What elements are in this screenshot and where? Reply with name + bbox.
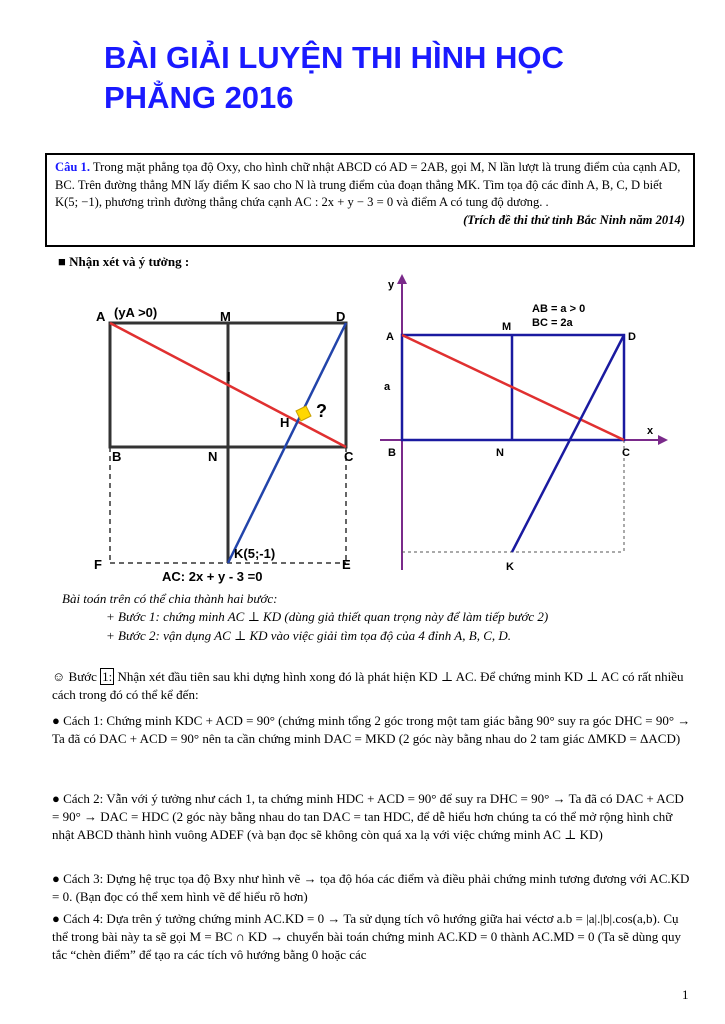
label-F: F: [94, 557, 102, 572]
label-yA: (yA >0): [114, 305, 158, 320]
step1-number: 1:: [102, 669, 113, 684]
page-number: 1: [682, 987, 689, 1002]
steps-step2: + Bước 2: vận dụng AC ⊥ KD vào việc giải tìm tọa độ của 4 đỉnh A, B, C, D.: [106, 628, 511, 643]
label-y-axis: y: [388, 279, 395, 291]
label-question: ?: [316, 401, 327, 421]
step1-paragraph: [52, 668, 692, 704]
label-K: K(5;-1): [234, 546, 276, 561]
method-4: ● Cách 4: Dựa trên ý tưởng chứng minh AC.KD = 0 → Ta sử dụng tích vô hướng giữa hai véctơ a.b = |a|.|b|.cos(a,b). Cụ thể trong bài này ta sẽ gọi M = BC ∩ KD → chuyển bài toán chứng minh AC.KD = 0 thành AC.MD = 0 (Ta sẽ dùng quy tắc “chèn điểm” để tạo ra các tích vô hướng bằng 0 hoặc các: [52, 911, 681, 962]
label-bc: BC = 2a: [532, 317, 573, 329]
figure-rectangle-square: [84, 275, 374, 590]
label-M: M: [502, 321, 512, 333]
question-label: Câu 1.: [55, 160, 90, 174]
label-ac-equation: AC: 2x + y - 3 =0: [162, 569, 263, 584]
label-M: M: [220, 309, 231, 324]
method-3: ● Cách 3: Dựng hệ trục tọa độ Bxy như hình vẽ → tọa độ hóa các điểm và điều phải chứng minh tương đương với AC.KD = 0. (Bạn đọc có thể xem hình vẽ để hiểu rõ hơn): [52, 871, 690, 904]
label-A: A: [386, 331, 394, 343]
question-box: [45, 153, 695, 247]
label-K: K: [506, 561, 514, 573]
label-x-axis: x: [647, 425, 654, 437]
page-title: BÀI GIẢI LUYỆN THI HÌNH HỌC PHẲNG 2016: [104, 40, 564, 115]
label-D: D: [336, 309, 346, 324]
question-source: (Trích đề thi thử tỉnh Bắc Ninh năm 2014): [463, 212, 685, 227]
question-text: Trong mặt phẳng tọa độ Oxy, cho hình chữ nhật ABCD có AD = 2AB, gọi M, N lần lượt là trung điểm của cạnh AD, BC. Trên đường thẳng MN lấy điểm K sao cho N là trung điểm của đoạn thẳng MK. Tìm tọa độ các đỉnh A, B, C, D biết K(5; −1), phương trình đường thẳng chứa cạnh AC : 2x + y − 3 = 0 và điểm A có tung độ dương. .: [55, 160, 681, 209]
label-B: B: [112, 449, 122, 464]
steps-intro: Bài toán trên có thể chia thành hai bước:: [62, 591, 278, 606]
label-H: H: [280, 415, 290, 430]
remark-heading: ■ Nhận xét và ý tưởng :: [58, 254, 190, 269]
label-D: D: [628, 331, 636, 343]
step1-prefix: ☺ Bước: [52, 669, 97, 684]
method-1: ● Cách 1: Chứng minh KDC + ACD = 90° (chứng minh tổng 2 góc trong một tam giác bằng 90° suy ra góc DHC = 90° → Ta đã có DAC + ACD = 90° nên ta cần chứng minh DAC = MKD (2 góc này bằng nhau do 2 tam giác ΔMKD = ΔACD): [52, 713, 691, 746]
steps-step1: + Bước 1: chứng minh AC ⊥ KD (dùng giả thiết quan trọng này để làm tiếp bước 2): [106, 609, 549, 624]
label-B: B: [388, 447, 396, 459]
label-ab: AB = a > 0: [532, 303, 586, 315]
label-C: C: [622, 447, 630, 459]
label-N: N: [496, 447, 504, 459]
label-A: A: [96, 309, 106, 324]
label-E: E: [342, 557, 351, 572]
figure-coordinate-system: [372, 270, 672, 580]
label-N: N: [208, 449, 218, 464]
step1-text: Nhận xét đầu tiên sau khi dựng hình xong đó là phát hiện KD ⊥ AC. Để chứng minh KD ⊥ AC có rất nhiều cách trong đó có thể kể đến:: [52, 669, 684, 702]
method-2: ● Cách 2: Vẫn với ý tưởng như cách 1, ta chứng minh HDC + ACD = 90° để suy ra DHC = 90° → Ta đã có DAC + ACD = 90° → DAC = HDC (2 góc này bằng nhau do tan DAC = tan HDC, để dễ hiểu hơn chúng ta có thể mở rộng hình chữ nhật ABCD thành hình vuông ADEF (và bạn đọc sẽ không còn quá xa lạ với việc chứng minh AC ⊥ KD): [52, 791, 684, 842]
label-I: I: [227, 369, 231, 384]
label-C: C: [344, 449, 354, 464]
label-a: a: [384, 381, 391, 393]
